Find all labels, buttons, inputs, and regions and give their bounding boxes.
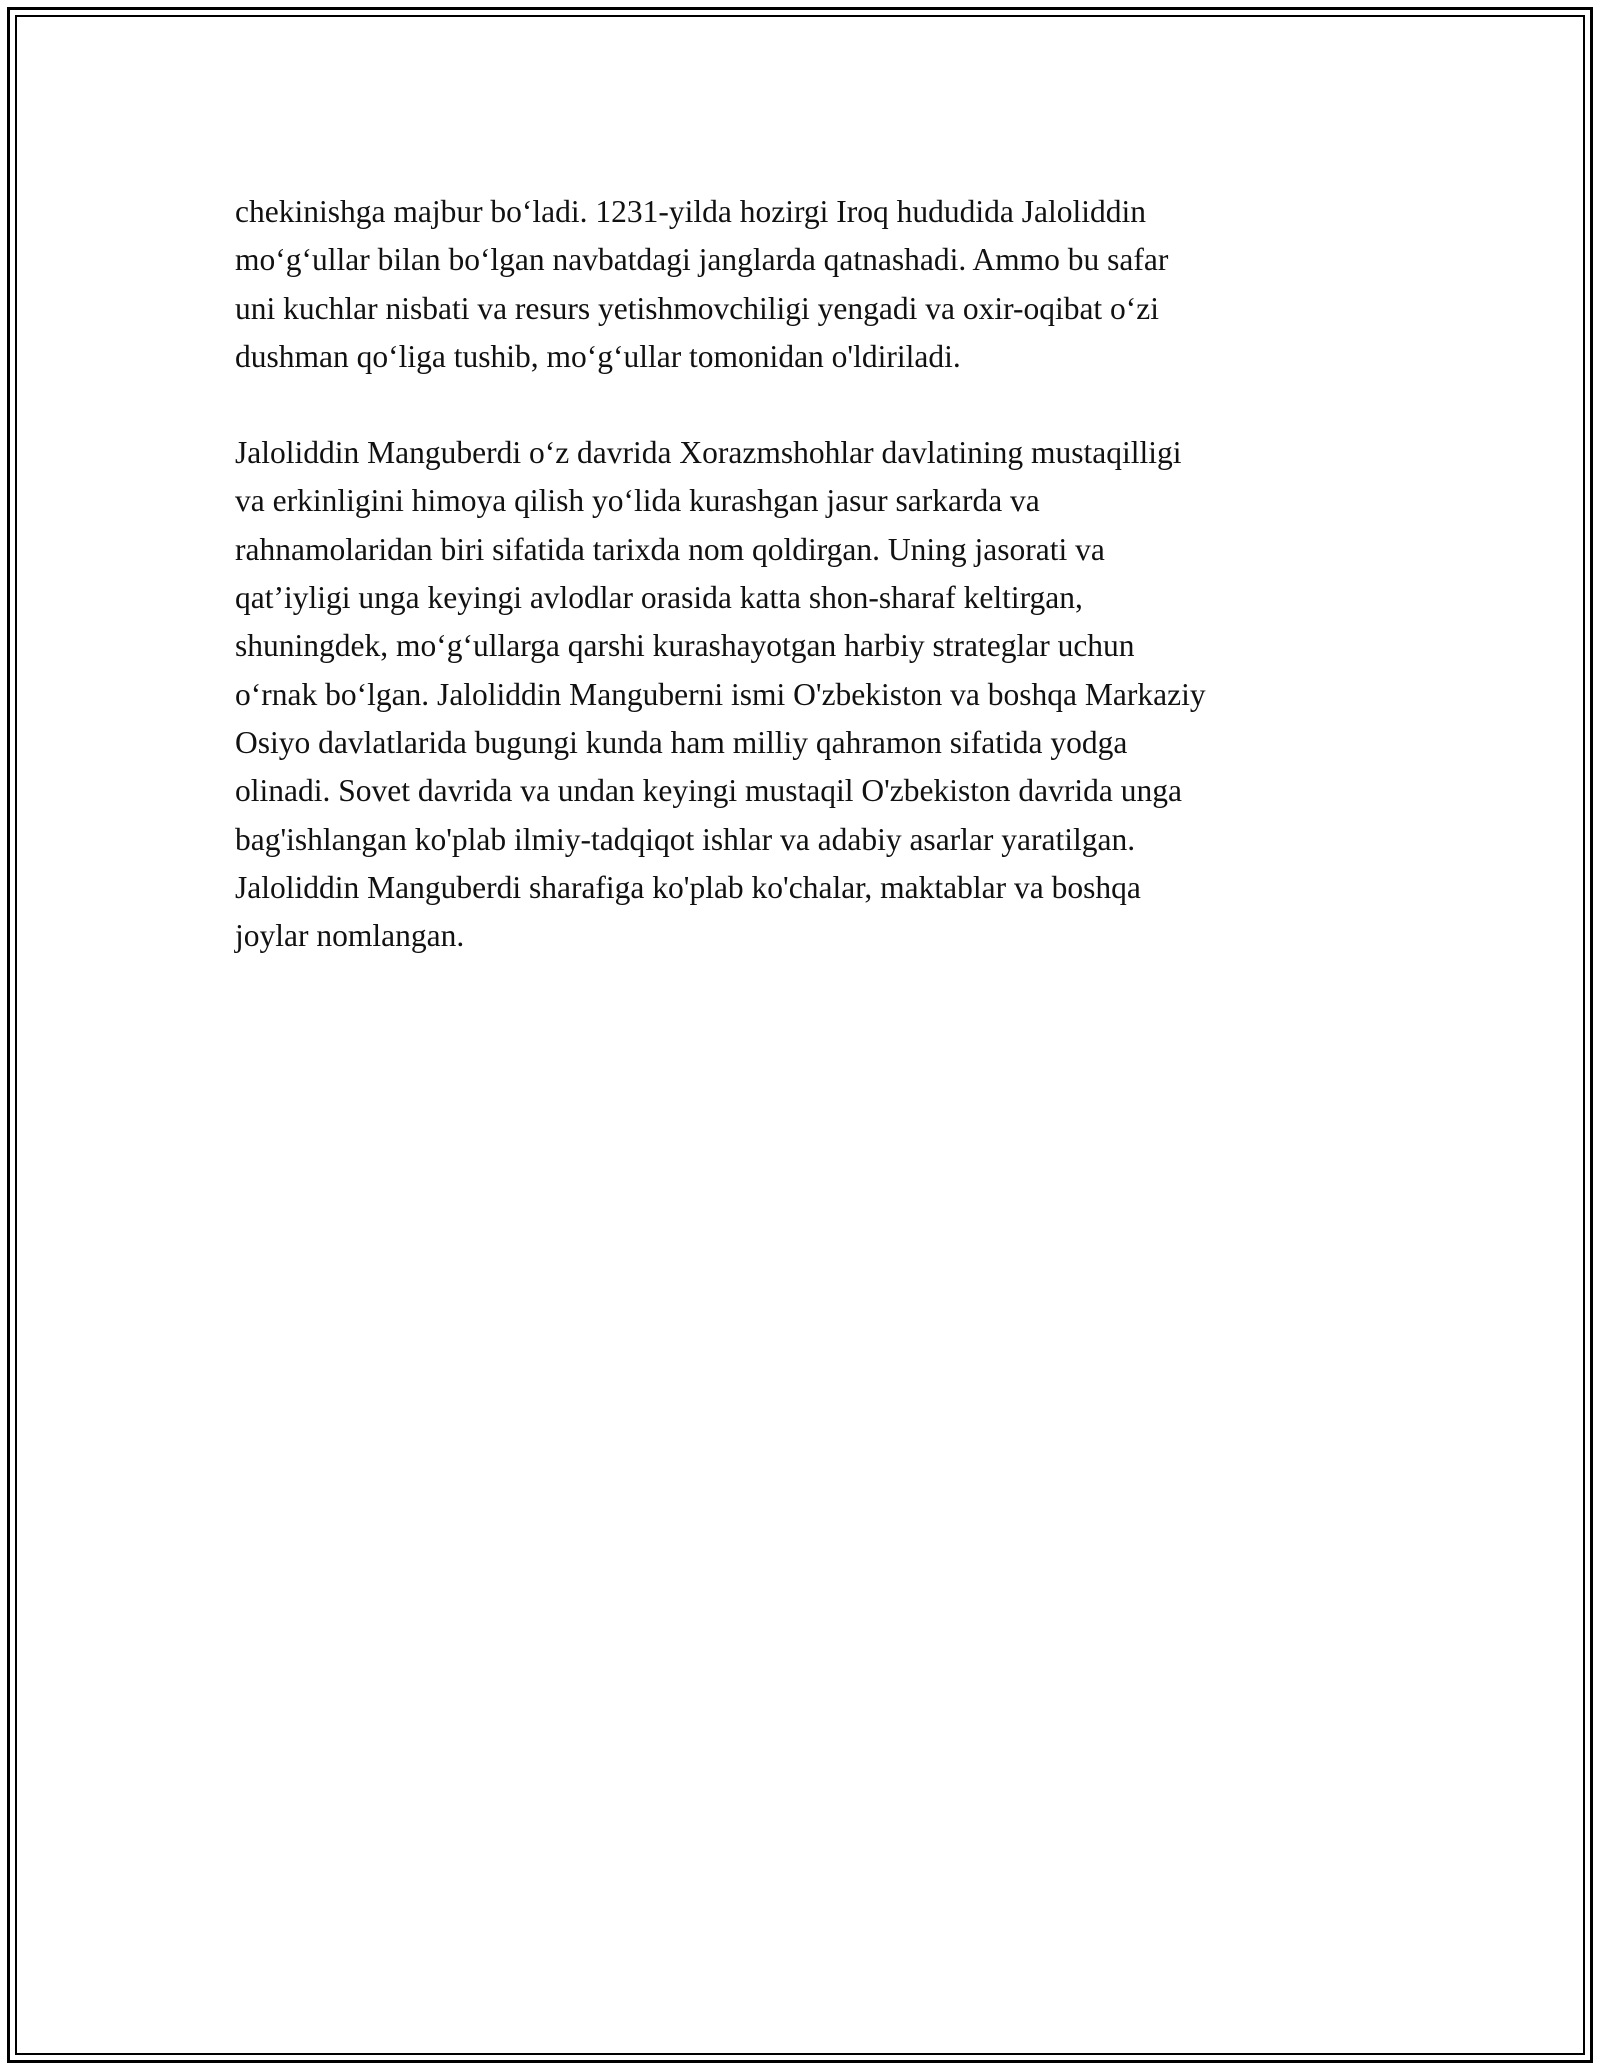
text-line: va erkinligini himoya qilish yo‘lida kurashgan jasur sarkarda va <box>235 483 1040 519</box>
text-line: uni kuchlar nisbati va resurs yetishmovchiligi yengadi va oxir-oqibat o‘zi <box>235 290 1160 326</box>
text-line: Jaloliddin Manguberdi sharafiga ko'plab ko'chalar, maktablar va boshqa <box>235 869 1141 905</box>
text-line: o‘rnak bo‘lgan. Jaloliddin Manguberni ismi O'zbekiston va boshqa Markaziy <box>235 676 1206 712</box>
text-line: Osiyo davlatlarida bugungi kunda ham milliy qahramon sifatida yodga <box>235 724 1128 760</box>
text-line: joylar nomlangan. <box>235 918 465 954</box>
text-line: shuningdek, mo‘g‘ullarga qarshi kurashayotgan harbiy strateglar uchun <box>235 628 1135 664</box>
text-line: olinadi. Sovet davrida va undan keyingi mustaqil O'zbekiston davrida unga <box>235 773 1182 809</box>
text-line: dushman qo‘liga tushib, mo‘g‘ullar tomonidan o'ldiriladi. <box>235 338 961 374</box>
text-line: Jaloliddin Manguberdi o‘z davrida Xorazmshohlar davlatining mustaqilligi <box>235 435 1182 471</box>
text-line: qat’iyligi unga keyingi avlodlar orasida katta shon-sharaf keltirgan, <box>235 580 1083 616</box>
text-line: rahnamolaridan biri sifatida tarixda nom qoldirgan. Uning jasorati va <box>235 531 1105 567</box>
document-body <box>235 188 1375 1008</box>
paragraph-1 <box>235 188 1375 381</box>
text-line: chekinishga majbur bo‘ladi. 1231-yilda hozirgi Iroq hududida Jaloliddin <box>235 194 1146 229</box>
text-line: mo‘g‘ullar bilan bo‘lgan navbatdagi janglarda qatnashadi. Ammo bu safar <box>235 242 1169 278</box>
text-line: bag'ishlangan ko'plab ilmiy-tadqiqot ishlar va adabiy asarlar yaratilgan. <box>235 821 1136 857</box>
paragraph-2 <box>235 429 1375 960</box>
